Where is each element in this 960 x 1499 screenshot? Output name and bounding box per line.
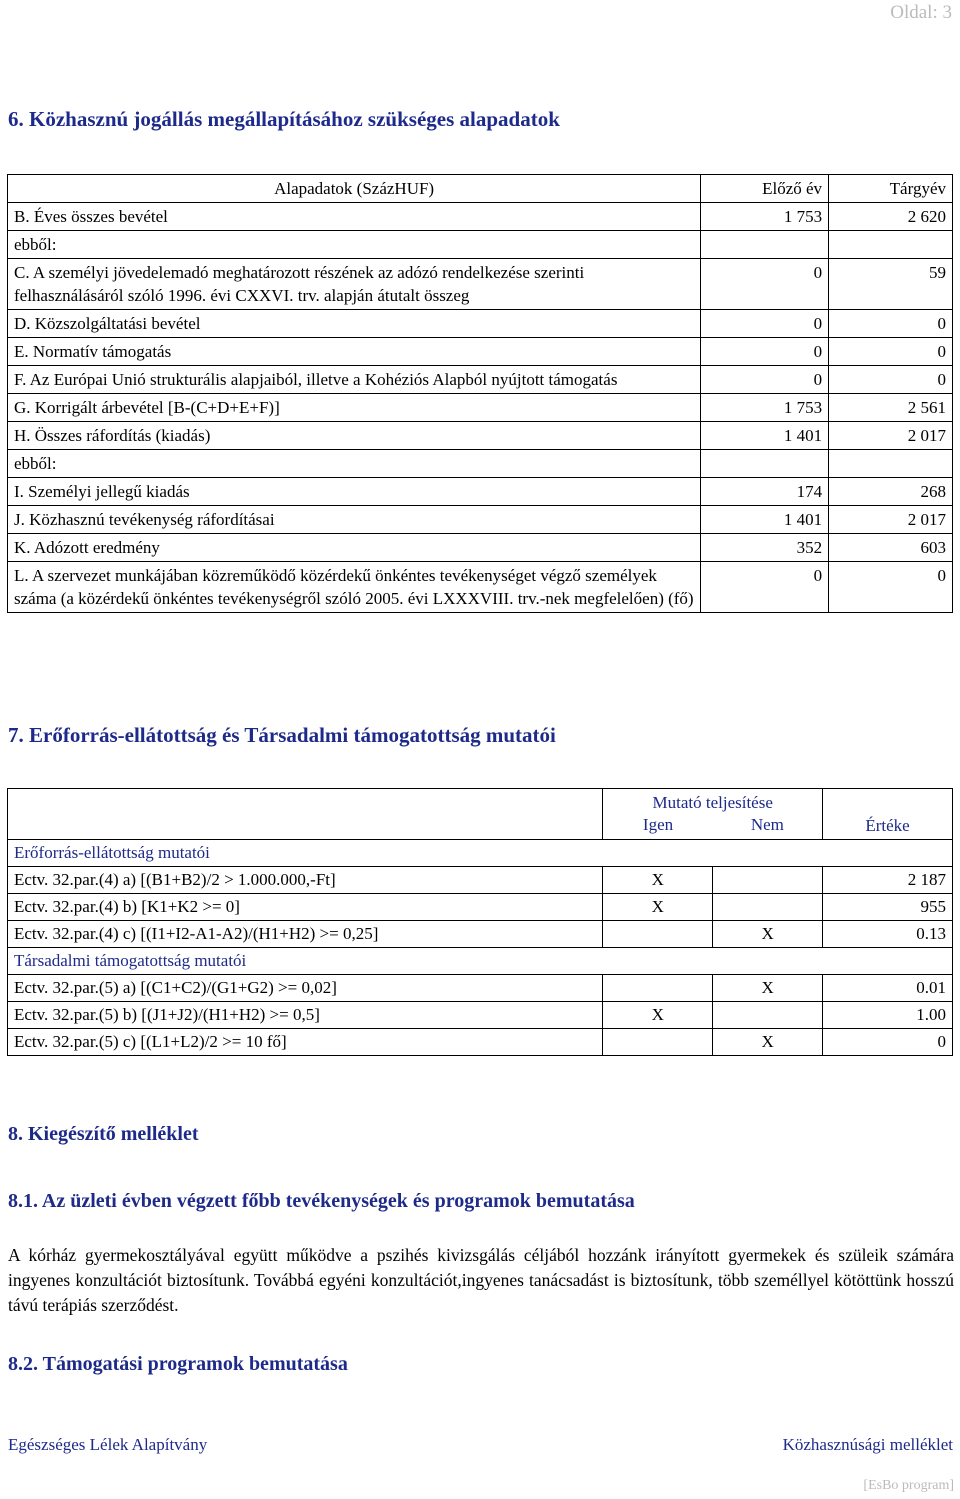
row-label: ebből:	[8, 231, 701, 259]
table-row	[8, 478, 953, 506]
table-header-row	[8, 175, 953, 203]
row-prev-value	[701, 231, 829, 259]
table-row	[8, 506, 953, 534]
indicator-nem: X	[713, 921, 823, 948]
indicator-label: Ectv. 32.par.(5) a) [(C1+C2)/(G1+G2) >= 0,02]	[8, 975, 603, 1002]
row-current-value: 268	[829, 478, 953, 506]
header-mutato: Mutató teljesítése	[652, 793, 773, 812]
row-label: E. Normatív támogatás	[8, 338, 701, 366]
row-prev-value: 1 753	[701, 203, 829, 231]
indicator-value: 0.01	[823, 975, 953, 1002]
section-8-1-text: A kórház gyermekosztályával együtt működve a pszihés kivizsgálás céljából hozzánk irányított gyermekek és szüleik számára ingyenes konzultációt biztosítunk. Továbbá egyéni konzultációt,ingyenes tanácsadást is biztosítunk, több személlyel kötöttünk hosszú távú terápiás szerződést.	[8, 1245, 954, 1315]
indicators-header-row	[8, 789, 953, 840]
row-label: J. Közhasznú tevékenység ráfordításai	[8, 506, 701, 534]
row-label: G. Korrigált árbevétel [B-(C+D+E+F)]	[8, 394, 701, 422]
row-prev-value: 0	[701, 338, 829, 366]
indicator-row	[8, 1002, 953, 1029]
row-label: B. Éves összes bevétel	[8, 203, 701, 231]
row-label: H. Összes ráfordítás (kiadás)	[8, 422, 701, 450]
table-row	[8, 534, 953, 562]
watermark: [EsBo program]	[863, 1478, 954, 1493]
row-label: I. Személyi jellegű kiadás	[8, 478, 701, 506]
table-row	[8, 338, 953, 366]
row-current-value: 0	[829, 562, 953, 613]
group-tarsadalmi	[8, 948, 953, 975]
section-6-title: 6. Közhasznú jogállás megállapításához szükséges alapadatok	[8, 107, 560, 131]
row-label: ebből:	[8, 450, 701, 478]
row-prev-value: 0	[701, 366, 829, 394]
header-label: Alapadatok (SzázHUF)	[8, 175, 701, 203]
header-current-year: Tárgyév	[829, 175, 953, 203]
row-current-value: 2 561	[829, 394, 953, 422]
row-prev-value: 1 401	[701, 422, 829, 450]
header-erteke: Értéke	[823, 789, 953, 840]
row-prev-value: 0	[701, 562, 829, 613]
row-label: L. A szervezet munkájában közreműködő közérdekű önkéntes tevékenységet végző személyek száma (a közérdekű önkéntes tevékenységről szóló 2005. évi LXXXVIII. trv.-nek megfelelően) (fő)	[8, 562, 701, 613]
row-current-value: 603	[829, 534, 953, 562]
row-label: K. Adózott eredmény	[8, 534, 701, 562]
table-row	[8, 231, 953, 259]
table-row	[8, 259, 953, 310]
table-row	[8, 203, 953, 231]
row-current-value: 0	[829, 310, 953, 338]
row-prev-value: 1 753	[701, 394, 829, 422]
indicator-row	[8, 1029, 953, 1056]
table-row	[8, 450, 953, 478]
indicator-row	[8, 921, 953, 948]
footer-left: Egészséges Lélek Alapítvány	[8, 1435, 208, 1454]
table-row	[8, 394, 953, 422]
section-8-2-title: 8.2. Támogatási programok bemutatása	[8, 1353, 348, 1375]
indicator-value: 2 187	[823, 867, 953, 894]
indicator-igen	[603, 1029, 713, 1056]
indicator-igen: X	[603, 1002, 713, 1029]
section-7-title: 7. Erőforrás-ellátottság és Társadalmi támogatottság mutatói	[8, 723, 556, 747]
indicator-label: Ectv. 32.par.(4) a) [(B1+B2)/2 > 1.000.000,-Ft]	[8, 867, 603, 894]
indicator-nem	[713, 867, 823, 894]
table-row	[8, 366, 953, 394]
group-eroforras-label: Erőforrás-ellátottság mutatói	[8, 840, 953, 867]
table-row	[8, 422, 953, 450]
row-prev-value: 0	[701, 259, 829, 310]
indicator-label: Ectv. 32.par.(4) b) [K1+K2 >= 0]	[8, 894, 603, 921]
table-row	[8, 310, 953, 338]
page-number: Oldal: 3	[890, 2, 952, 23]
indicator-igen: X	[603, 867, 713, 894]
row-current-value	[829, 231, 953, 259]
indicator-nem	[713, 894, 823, 921]
row-prev-value: 1 401	[701, 506, 829, 534]
row-current-value: 59	[829, 259, 953, 310]
indicator-igen	[603, 921, 713, 948]
indicator-nem: X	[713, 1029, 823, 1056]
indicator-igen: X	[603, 894, 713, 921]
footer-right: Közhasznúsági melléklet	[782, 1435, 953, 1454]
header-prev-year: Előző év	[701, 175, 829, 203]
row-current-value	[829, 450, 953, 478]
indicator-igen	[603, 975, 713, 1002]
row-current-value: 2 017	[829, 506, 953, 534]
row-prev-value: 174	[701, 478, 829, 506]
indicator-label: Ectv. 32.par.(5) b) [(J1+J2)/(H1+H2) >= 0,5]	[8, 1002, 603, 1029]
header-nem: Nem	[750, 815, 784, 834]
group-tarsadalmi-label: Társadalmi támogatottság mutatói	[8, 948, 953, 975]
indicator-value: 955	[823, 894, 953, 921]
row-label: F. Az Európai Unió strukturális alapjaiból, illetve a Kohéziós Alapból nyújtott támogatás	[8, 366, 701, 394]
indicators-table	[7, 788, 953, 1056]
section-8-title: 8. Kiegészítő melléklet	[8, 1123, 199, 1145]
indicator-value: 1.00	[823, 1002, 953, 1029]
indicator-nem: X	[713, 975, 823, 1002]
row-current-value: 0	[829, 338, 953, 366]
row-prev-value: 352	[701, 534, 829, 562]
row-current-value: 2 017	[829, 422, 953, 450]
indicator-row	[8, 975, 953, 1002]
row-prev-value	[701, 450, 829, 478]
row-prev-value: 0	[701, 310, 829, 338]
indicator-row	[8, 894, 953, 921]
row-current-value: 2 620	[829, 203, 953, 231]
indicator-row	[8, 867, 953, 894]
table-row	[8, 562, 953, 613]
indicator-label: Ectv. 32.par.(5) c) [(L1+L2)/2 >= 10 fő]	[8, 1029, 603, 1056]
row-current-value: 0	[829, 366, 953, 394]
row-label: C. A személyi jövedelemadó meghatározott részének az adózó rendelkezése szerinti felhasználásáról szóló 1996. évi CXXVI. trv. alapján átutalt összeg	[8, 259, 701, 310]
indicator-value: 0	[823, 1029, 953, 1056]
indicator-label: Ectv. 32.par.(4) c) [(I1+I2-A1-A2)/(H1+H2) >= 0,25]	[8, 921, 603, 948]
group-eroforras	[8, 840, 953, 867]
basic-data-table	[7, 174, 953, 613]
indicator-nem	[713, 1002, 823, 1029]
section-8-1-title: 8.1. Az üzleti évben végzett főbb tevékenységek és programok bemutatása	[8, 1190, 635, 1212]
row-label: D. Közszolgáltatási bevétel	[8, 310, 701, 338]
indicator-value: 0.13	[823, 921, 953, 948]
header-igen: Igen	[642, 815, 674, 834]
